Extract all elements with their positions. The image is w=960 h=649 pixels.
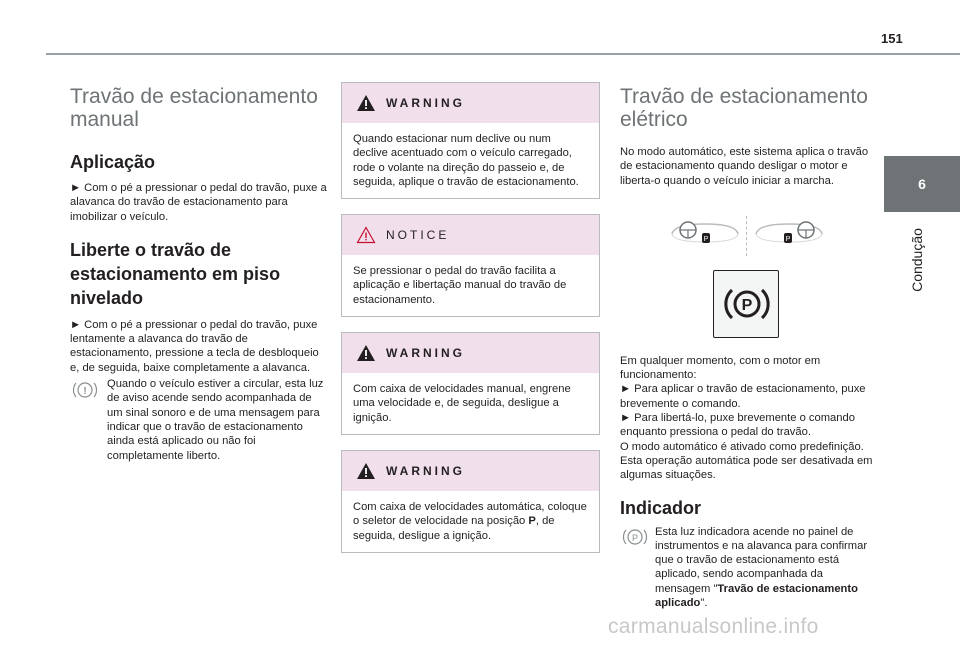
svg-text:P: P [785,235,791,243]
warning-box-header [342,451,599,491]
warning-label: WARNING [386,463,465,478]
text-intro: No modo automático, este sistema aplica o travão de estacionamento quando desligar o motor e liberta-o quando o veículo iniciar a marcha. [620,146,869,187]
warning-light-text: Quando o veículo estiver a circular, esta luz de aviso acende sendo acompanhada de um sinal sonoro e de uma mensagem para indicar que o travão de estacionamento ainda está aplicado ou não foi completamente liberto. [107,378,324,462]
warning-triangle-icon [356,344,376,362]
chapter-tab[interactable]: 6 [884,156,960,212]
parking-brake-warning-icon [70,379,100,401]
text-aplicacao: ► Com o pé a pressionar o pedal do travão, puxe a alavanca do travão de estacionamento para imobilizar o veículo. [70,182,327,223]
parking-brake-button[interactable] [713,270,779,338]
steering-wheel-diagram-release [754,212,824,252]
notice-triangle-icon [356,226,376,244]
chapter-label [907,222,927,302]
svg-text:P: P [703,235,709,243]
notice-box [341,214,600,317]
chapter-title: Condução [909,228,925,292]
warning-text: Com caixa de velocidades manual, engrene uma velocidade e, de seguida, desligue a ignição. [353,383,571,424]
warning-text-bold: P [528,515,536,528]
diagram-divider [746,216,747,256]
warning-text-before: Com caixa de velocidades automática, coloque o seletor de velocidade na posição [353,500,587,528]
column-electric-brake [620,85,880,610]
parking-brake-icon [723,282,771,326]
steering-wheel-diagram-apply [670,212,740,252]
text-line-3: ► Para libertá-lo, puxe brevemente o comando enquanto pressiona o pedal do travão. [620,412,855,439]
indicator-note [620,525,880,611]
warning-text: Quando estacionar num declive ou num declive acentuado com o veículo carregado, rode o volante na direção do passeio e, de seguida, aplique o travão de estacionamento. [353,133,579,188]
notice-text: Se pressionar o pedal do travão facilita a aplicação e libertação manual do travão de estacionamento. [353,265,567,306]
warning-box-slope [341,82,600,199]
text-line-2: ► Para aplicar o travão de estacionamento, puxe brevemente o comando. [620,383,866,410]
page-number: 151 [881,31,903,46]
column-warnings [341,82,600,568]
svg-text:P: P [631,532,639,543]
warning-box-automatic-gear [341,450,600,553]
section-title-manual: Travão de estacionamento manual [70,85,318,131]
watermark: carmanualsonline.info [608,615,819,638]
section-title-electric: Travão de estacionamento elétrico [620,85,868,131]
warning-text-after: , de seguida, desligue a ignição. [353,515,555,542]
warning-label: WARNING [386,345,465,360]
brake-diagrams [620,198,880,348]
warning-box-header [342,333,599,373]
column-manual-brake [70,85,328,463]
header-rule [46,53,960,55]
parking-brake-indicator-icon [620,526,650,548]
indicator-text-bold: Travão de estacionamento aplicado [655,582,858,610]
text-line-4: O modo automático é ativado como predefinição. Esta operação automática pode ser desativada em algumas situações. [620,440,873,482]
warning-label: WARNING [386,95,465,110]
indicator-text-before: Esta luz indicadora acende no painel de instrumentos e na alavanca para confirmar que o travão de estacionamento está aplicado, sendo acompanhada da mensagem " [655,525,868,595]
svg-text:!: ! [83,386,87,398]
notice-box-header [342,215,599,255]
warning-triangle-icon [356,94,376,112]
heading-indicador: Indicador [620,497,702,518]
warning-box-header [342,83,599,123]
heading-aplicacao: Aplicação [70,152,156,172]
indicator-text-after: ". [700,597,708,610]
warning-triangle-icon [356,462,376,480]
warning-box-manual-gear [341,332,600,435]
warning-light-note [70,377,328,463]
text-liberte: ► Com o pé a pressionar o pedal do travão, puxe lentamente a alavanca do travão de estacionamento, pressione a tecla de desbloqueio e, de seguida, baixe completamente a alavanca. [70,318,319,374]
notice-label: NOTICE [386,228,450,243]
heading-liberte: Liberte o travão de estacionamento em piso nivelado [70,239,281,308]
parking-button-glyph: P [741,296,753,314]
text-line-1: Em qualquer momento, com o motor em funcionamento: [620,354,821,382]
warning-text [342,491,599,552]
